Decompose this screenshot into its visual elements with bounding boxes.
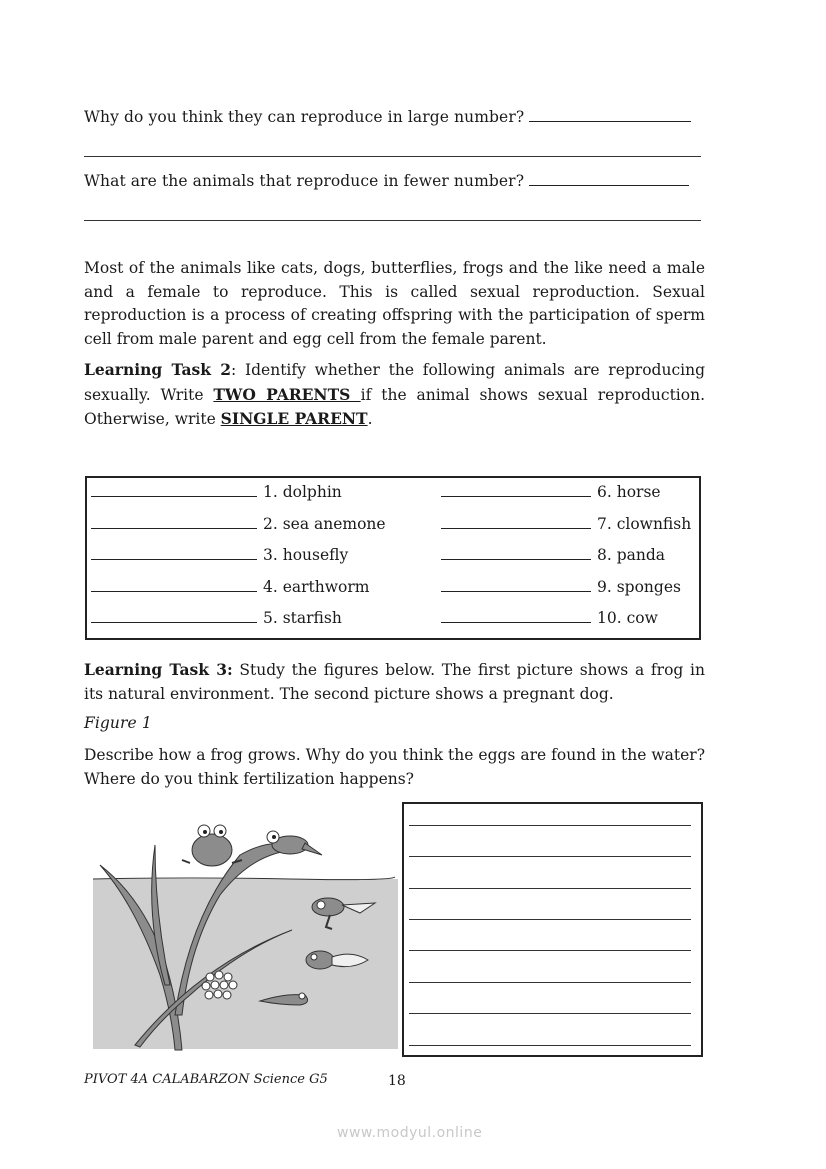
answer-item-3 — [91, 546, 348, 564]
animal-label-2: 2. sea anemone — [263, 515, 386, 533]
figure-1-label: Figure 1 — [84, 714, 152, 732]
learning-task-2-instructions — [84, 358, 705, 432]
question-1 — [84, 108, 691, 126]
answer-line-6[interactable] — [409, 982, 691, 983]
question-2-answer-blank[interactable] — [529, 172, 689, 186]
answer-item-5 — [91, 609, 342, 627]
learning-task-3-label: Learning Task 3: — [84, 660, 233, 679]
learning-task-2-label: Learning Task 2 — [84, 360, 232, 379]
answer-line-1[interactable] — [409, 825, 691, 826]
intro-paragraph: Most of the animals like cats, dogs, butterflies, frogs and the like need a male and a female to reproduce. This is called sexual reproduction. Sexual reproduction is a process of creating offspring with the participation of sperm cell from male parent and egg cell from the female parent. — [84, 259, 705, 348]
watermark: www.modyul.online — [337, 1125, 483, 1141]
answer-line-7[interactable] — [409, 1013, 691, 1014]
answer-blank-6[interactable] — [441, 496, 591, 497]
task2-text-c: . — [367, 410, 373, 428]
answer-item-8 — [441, 546, 665, 564]
answer-item-10 — [441, 609, 658, 627]
animal-label-9: 9. sponges — [597, 578, 681, 596]
question-1-answer-line[interactable] — [84, 156, 701, 157]
task3-prompt: Describe how a frog grows. Why do you think the eggs are found in the water? Where do you think fertilization happens? — [84, 746, 705, 788]
animal-label-3: 3. housefly — [263, 546, 349, 564]
animal-label-10: 10. cow — [597, 609, 658, 627]
question-2-text: What are the animals that reproduce in fewer number? — [84, 172, 525, 190]
task2-text-a: : Identify whether the following animals are reproducing sexually. Write — [84, 361, 706, 404]
answer-blank-1[interactable] — [91, 496, 257, 497]
question-2-answer-line[interactable] — [84, 220, 701, 221]
answer-item-4 — [91, 578, 369, 596]
single-parent-emphasis: SINGLE PARENT — [220, 409, 368, 428]
frog-life-cycle-illustration — [90, 815, 400, 1055]
answer-item-1 — [91, 483, 342, 501]
task3-text: Study the figures below. The first picture shows a frog in its natural environment. The second picture shows a pregnant dog. — [84, 661, 705, 703]
page-number: 18 — [388, 1073, 406, 1089]
animal-label-5: 5. starfish — [263, 609, 342, 627]
task2-text-b: if the animal shows sexual reproduction. Otherwise, write — [84, 385, 705, 428]
answer-blank-4[interactable] — [91, 591, 257, 592]
question-1-answer-blank[interactable] — [529, 108, 691, 122]
answer-item-9 — [441, 578, 681, 596]
answer-item-2 — [91, 515, 386, 533]
answer-line-3[interactable] — [409, 888, 691, 889]
two-parents-emphasis: TWO PARENTS — [213, 384, 361, 404]
answer-blank-10[interactable] — [441, 622, 591, 623]
answer-item-7 — [441, 515, 691, 533]
answer-item-6 — [441, 483, 661, 501]
answer-line-5[interactable] — [409, 950, 691, 951]
task2-answer-table — [85, 476, 701, 640]
footer-title: PIVOT 4A CALABARZON Science G5 — [84, 1072, 328, 1087]
answer-blank-3[interactable] — [91, 559, 257, 560]
answer-line-8[interactable] — [409, 1045, 691, 1046]
animal-label-6: 6. horse — [597, 483, 661, 501]
question-1-text: Why do you think they can reproduce in large number? — [84, 108, 525, 126]
answer-line-4[interactable] — [409, 919, 691, 920]
animal-label-1: 1. dolphin — [263, 483, 342, 501]
answer-blank-2[interactable] — [91, 528, 257, 529]
answer-blank-8[interactable] — [441, 559, 591, 560]
animal-label-8: 8. panda — [597, 546, 666, 564]
adult-frog-icon — [182, 825, 242, 866]
answer-blank-9[interactable] — [441, 591, 591, 592]
answer-blank-7[interactable] — [441, 528, 591, 529]
answer-line-2[interactable] — [409, 856, 691, 857]
question-2 — [84, 172, 689, 190]
animal-label-7: 7. clownfish — [597, 515, 692, 533]
task3-answer-box[interactable] — [402, 802, 703, 1057]
answer-blank-5[interactable] — [91, 622, 257, 623]
learning-task-3-instructions — [84, 658, 705, 706]
animal-label-4: 4. earthworm — [263, 578, 370, 596]
